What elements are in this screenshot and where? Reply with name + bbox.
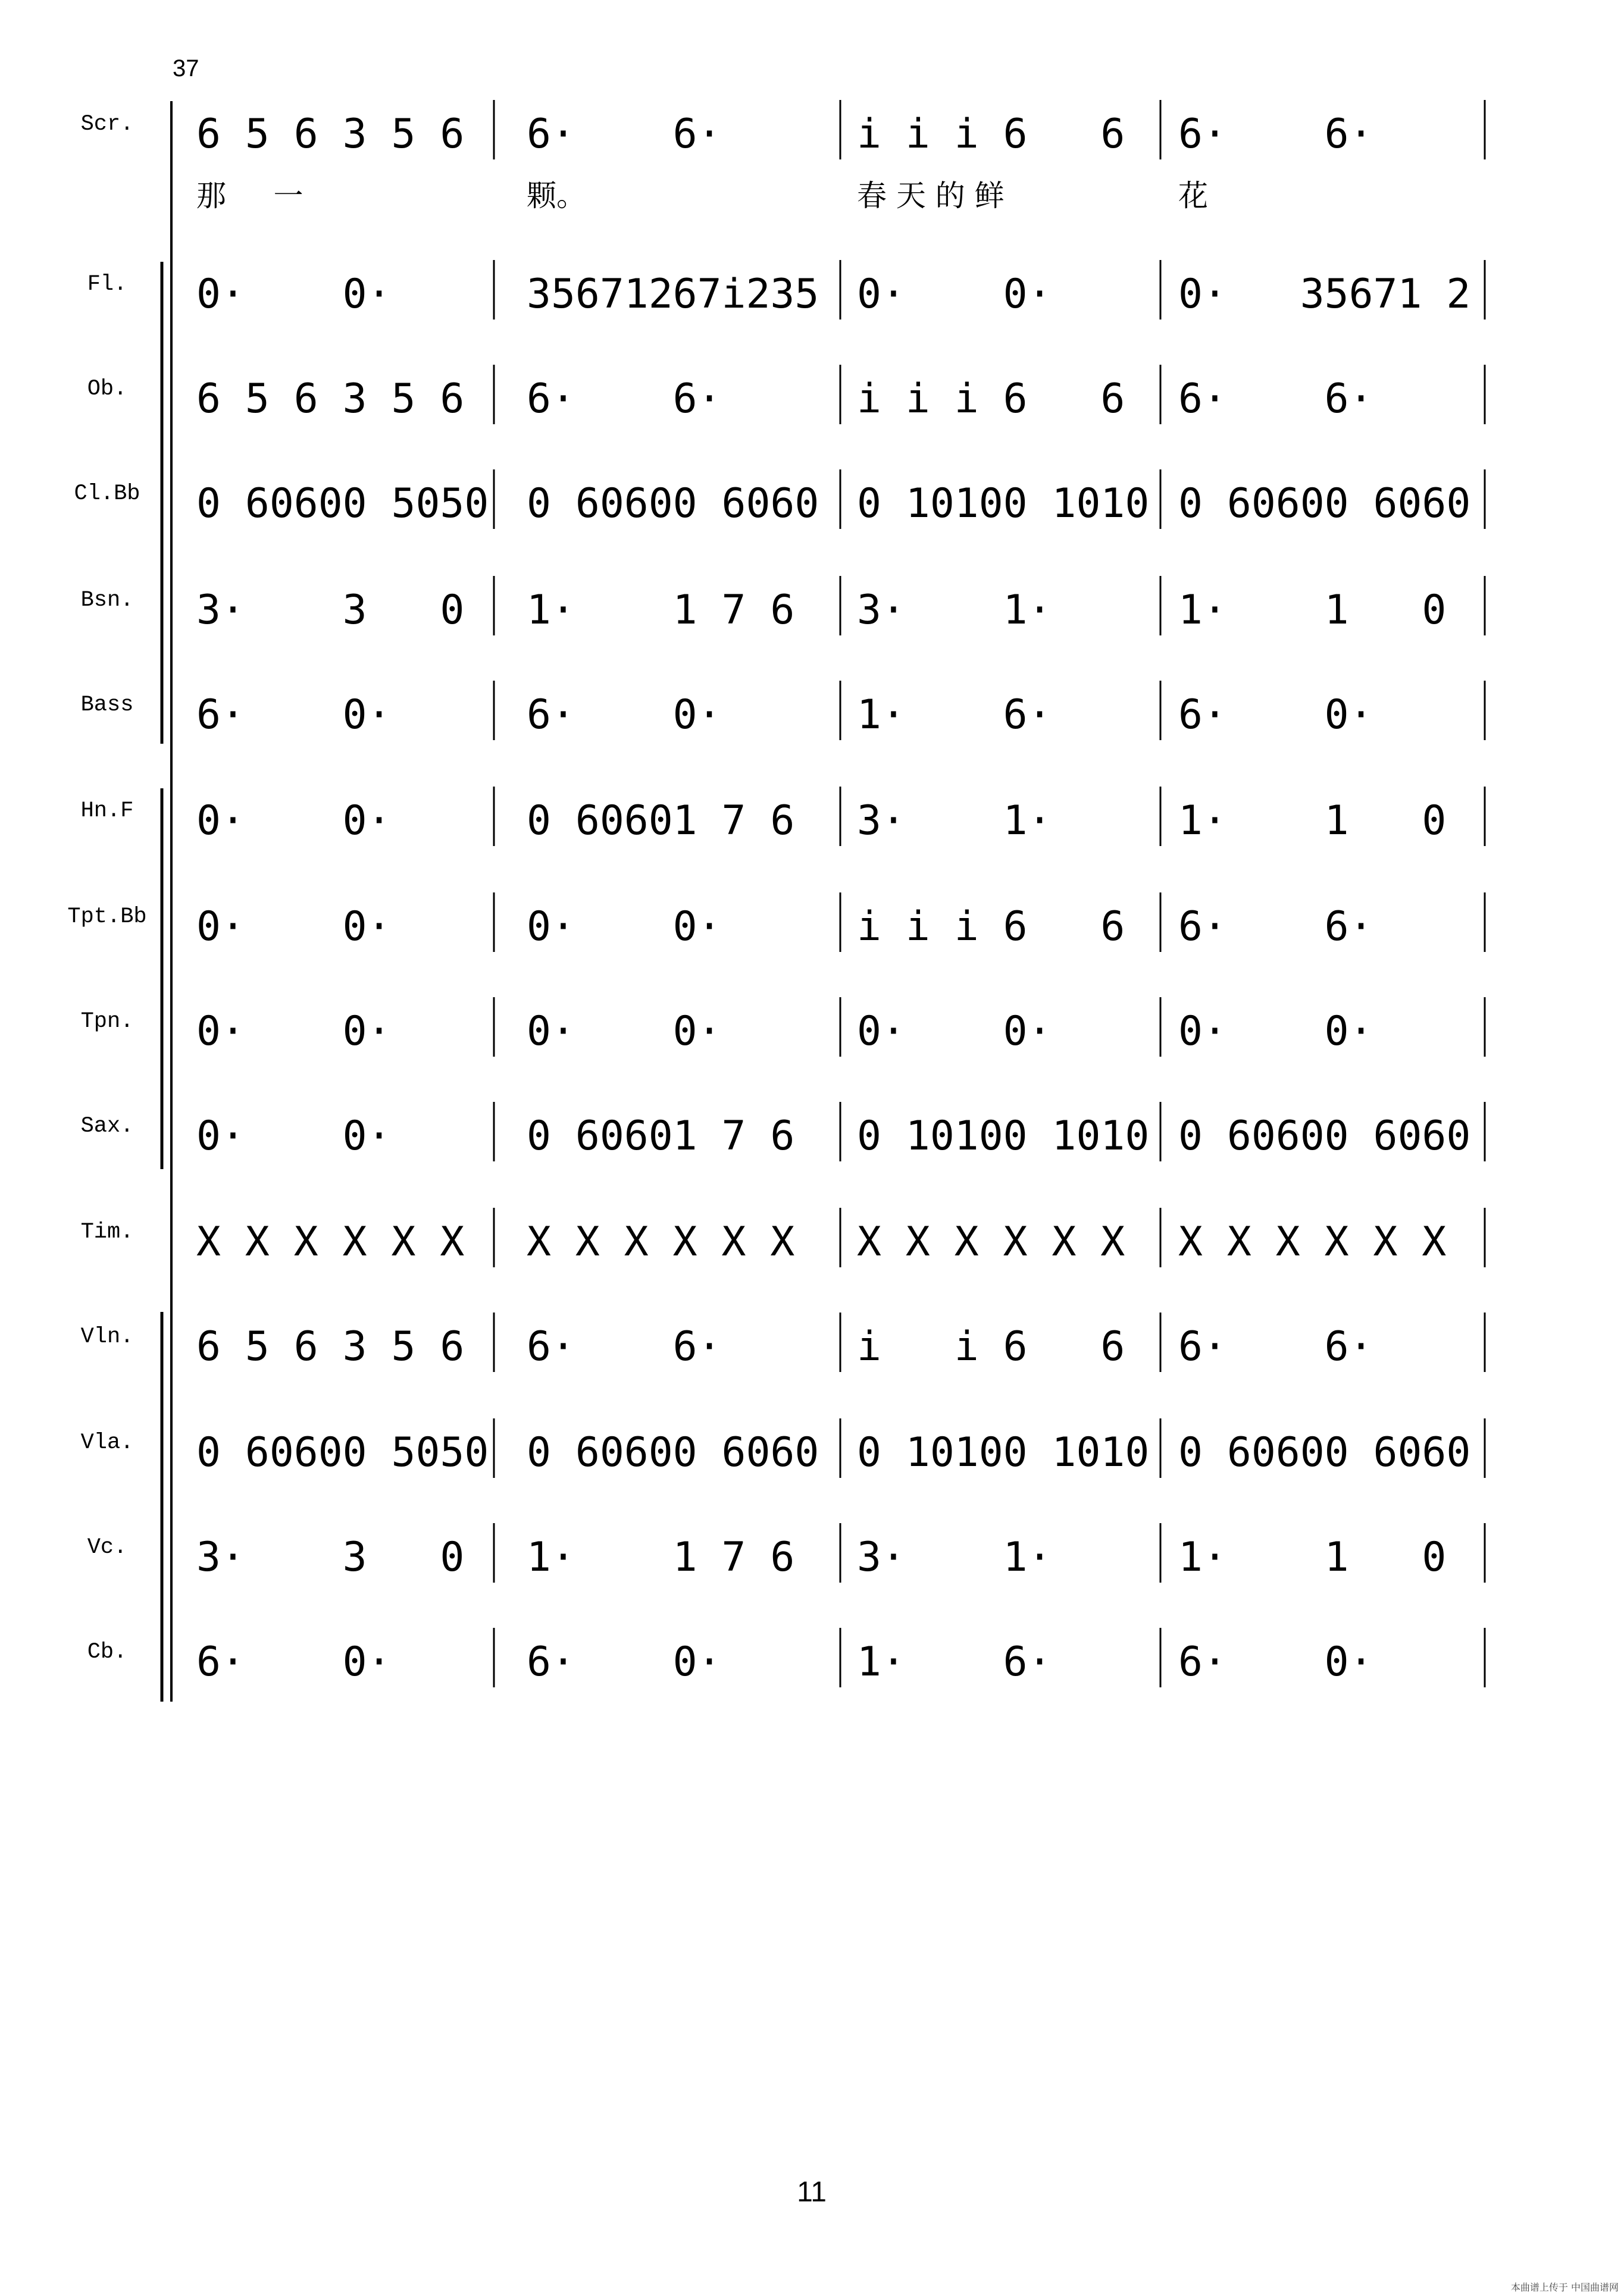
measure-tpn-1: 0· 0· xyxy=(196,1008,392,1055)
instrument-label-vla: Vla. xyxy=(80,1430,134,1455)
measure-sax-3: 0 10100 1010 xyxy=(857,1113,1150,1160)
measure-cl-2: 0 60600 6060 xyxy=(527,480,819,527)
instrument-label-hn: Hn.F xyxy=(80,798,134,823)
measure-tpn-4: 0· 0· xyxy=(1178,1008,1373,1055)
measure-vc-1: 3· 3 0 xyxy=(196,1534,465,1581)
measure-cb-2: 6· 0· xyxy=(527,1639,722,1686)
page-number: 11 xyxy=(797,2176,827,2208)
measure-scr-3: i i i 6 6 xyxy=(857,111,1125,158)
measure-cl-3: 0 10100 1010 xyxy=(857,480,1150,527)
lyric-lyrics-1: 那 一 xyxy=(196,178,303,213)
measure-tim-3: X X X X X X xyxy=(857,1219,1125,1266)
measure-tpt-1: 0· 0· xyxy=(196,903,392,950)
measure-vc-3: 3· 1· xyxy=(857,1534,1052,1581)
measure-scr-1: 6 5 6 3 5 6 xyxy=(196,111,465,158)
measure-bass-1: 6· 0· xyxy=(196,691,392,738)
instrument-label-tim: Tim. xyxy=(80,1220,134,1245)
instrument-label-cl: Cl.Bb xyxy=(74,481,140,506)
measure-tpn-3: 0· 0· xyxy=(857,1008,1052,1055)
instrument-label-bass: Bass xyxy=(80,693,134,718)
instrument-label-tpn: Tpn. xyxy=(80,1009,134,1034)
watermark-text: 本曲谱上传于 中国曲谱网 xyxy=(1510,2282,1619,2293)
measure-sax-4: 0 60600 6060 xyxy=(1178,1113,1471,1160)
instrument-label-scr: Scr. xyxy=(80,112,134,137)
measure-tim-4: X X X X X X xyxy=(1178,1219,1447,1266)
measure-vln-4: 6· 6· xyxy=(1178,1323,1373,1370)
measure-vln-2: 6· 6· xyxy=(527,1323,722,1370)
measure-vla-2: 0 60600 6060 xyxy=(527,1429,819,1476)
measure-tim-2: X X X X X X xyxy=(527,1219,795,1266)
measure-vln-3: i i 6 6 xyxy=(857,1323,1125,1370)
measure-vc-4: 1· 1 0 xyxy=(1178,1534,1447,1581)
measure-number: 37 xyxy=(173,55,199,82)
measure-tpt-2: 0· 0· xyxy=(527,903,722,950)
measure-bass-2: 6· 0· xyxy=(527,691,722,738)
measure-sax-2: 0 60601 7 6 xyxy=(527,1113,795,1160)
measure-hn-2: 0 60601 7 6 xyxy=(527,797,795,844)
measure-cb-4: 6· 0· xyxy=(1178,1639,1373,1686)
lyric-lyrics-3: 春 天 的 鲜 xyxy=(857,178,1005,213)
measure-vln-1: 6 5 6 3 5 6 xyxy=(196,1323,465,1370)
instrument-label-bsn: Bsn. xyxy=(80,588,134,613)
measure-bass-4: 6· 0· xyxy=(1178,691,1373,738)
measure-fl-4: 0· 35671 2 xyxy=(1178,271,1471,318)
measure-fl-1: 0· 0· xyxy=(196,271,392,318)
measure-sax-1: 0· 0· xyxy=(196,1113,392,1160)
measure-cb-3: 1· 6· xyxy=(857,1639,1052,1686)
measure-vla-4: 0 60600 6060 xyxy=(1178,1429,1471,1476)
measure-tpt-4: 6· 6· xyxy=(1178,903,1373,950)
measure-tim-1: X X X X X X xyxy=(196,1219,465,1266)
measure-bsn-4: 1· 1 0 xyxy=(1178,587,1447,634)
measure-ob-3: i i i 6 6 xyxy=(857,375,1125,422)
measure-bsn-2: 1· 1 7 6 xyxy=(527,587,795,634)
measure-ob-2: 6· 6· xyxy=(527,375,722,422)
measure-vla-1: 0 60600 5050 xyxy=(196,1429,489,1476)
measure-ob-1: 6 5 6 3 5 6 xyxy=(196,375,465,422)
measure-scr-4: 6· 6· xyxy=(1178,111,1373,158)
measure-tpt-3: i i i 6 6 xyxy=(857,903,1125,950)
measure-fl-3: 0· 0· xyxy=(857,271,1052,318)
instrument-label-sax: Sax. xyxy=(80,1114,134,1139)
instrument-label-vln: Vln. xyxy=(80,1324,134,1349)
lyric-lyrics-2: 颗。 xyxy=(527,178,586,213)
measure-bsn-3: 3· 1· xyxy=(857,587,1052,634)
measure-tpn-2: 0· 0· xyxy=(527,1008,722,1055)
instrument-label-fl: Fl. xyxy=(87,272,127,297)
measure-ob-4: 6· 6· xyxy=(1178,375,1373,422)
measure-vc-2: 1· 1 7 6 xyxy=(527,1534,795,1581)
lyric-lyrics-4: 花 xyxy=(1178,178,1208,213)
measure-cl-4: 0 60600 6060 xyxy=(1178,480,1471,527)
measure-vla-3: 0 10100 1010 xyxy=(857,1429,1150,1476)
measure-hn-3: 3· 1· xyxy=(857,797,1052,844)
measure-cb-1: 6· 0· xyxy=(196,1639,392,1686)
instrument-label-vc: Vc. xyxy=(87,1535,127,1560)
measure-cl-1: 0 60600 5050 xyxy=(196,480,489,527)
measure-hn-4: 1· 1 0 xyxy=(1178,797,1447,844)
measure-scr-2: 6· 6· xyxy=(527,111,722,158)
measure-bsn-1: 3· 3 0 xyxy=(196,587,465,634)
instrument-label-tpt: Tpt.Bb xyxy=(67,904,147,929)
measure-fl-2: 35671267i235 xyxy=(527,271,819,318)
instrument-label-cb: Cb. xyxy=(87,1640,127,1665)
measure-hn-1: 0· 0· xyxy=(196,797,392,844)
measure-bass-3: 1· 6· xyxy=(857,691,1052,738)
instrument-label-ob: Ob. xyxy=(87,377,127,402)
